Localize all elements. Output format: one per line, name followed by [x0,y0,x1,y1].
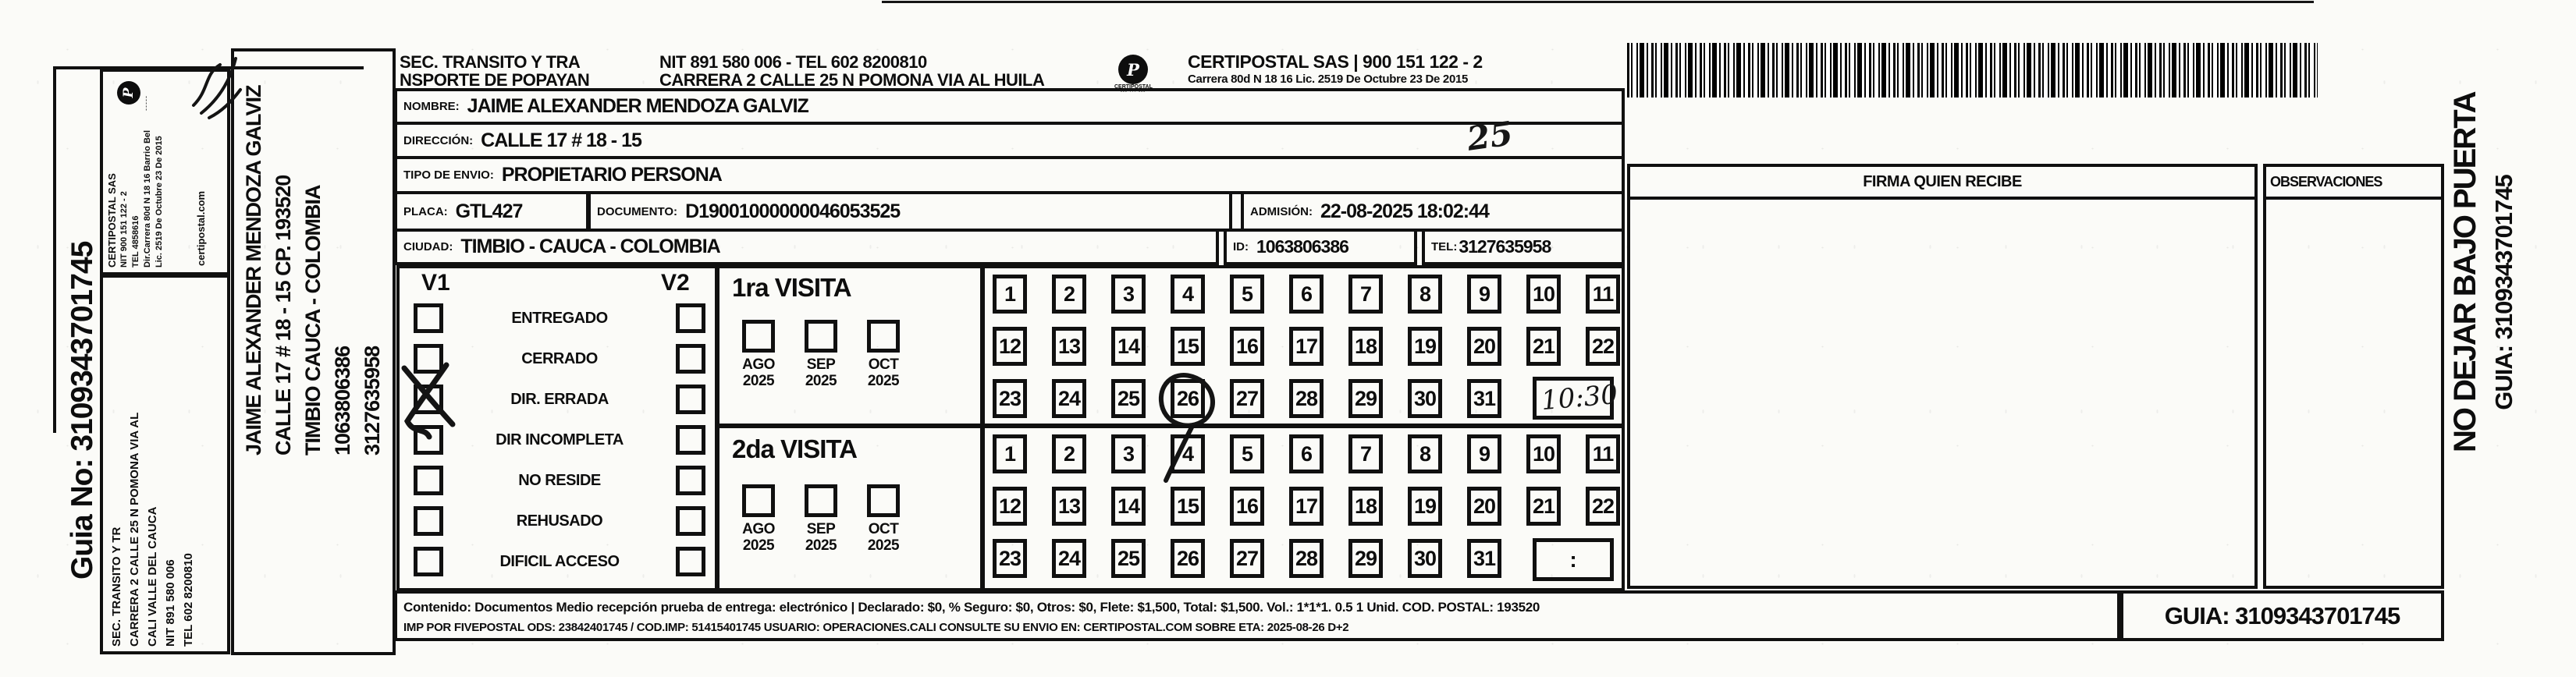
month-column [727,484,790,554]
ciudad-label: CIUDAD: [403,240,453,253]
day-number: 8 [1419,282,1431,306]
placa-value: GTL427 [455,200,523,222]
placa-label: PLACA: [403,204,448,218]
certipostal-info-line4: Dir.Carrera 80d N 18 16 Barrio Bel [143,129,152,268]
month-year: 2025 [805,537,837,554]
tipo-envio-value: PROPIETARIO PERSONA [501,164,722,186]
day-cell [1467,379,1501,418]
day-number: 28 [1295,546,1318,570]
v1-checkbox [414,547,443,576]
day-cell [1289,379,1324,418]
day-number: 9 [1478,441,1491,466]
day-number: 31 [1473,386,1496,410]
month-label [742,356,775,389]
observaciones-header-label: OBSERVACIONES [2270,173,2382,190]
guia-footer-box [2120,590,2444,641]
day-cell [1348,379,1383,418]
day-number: 10 [1532,441,1555,466]
day-number: 6 [1300,441,1313,466]
day-number: 6 [1300,282,1313,306]
recipient-address: CALLE 17 # 18 - 15 CP. 193520 [272,175,295,455]
day-cell [1408,434,1442,473]
day-number: 25 [1117,546,1140,570]
day-cell [1526,275,1561,314]
guia-right-margin-text: GUIA: 3109343701745 [2490,175,2517,410]
day-cell [1171,434,1205,473]
day-number: 26 [1176,546,1199,570]
day-cell [1111,487,1146,526]
day-cell [1348,539,1383,578]
v2-checkbox [676,506,705,536]
day-number: 5 [1241,282,1253,306]
month-checkbox [867,484,900,517]
day-cell [993,379,1027,418]
day-number: 19 [1413,334,1437,358]
recipient-id: 1063806386 [331,346,354,455]
tel-cell [1422,229,1625,265]
status-option-row [414,463,705,498]
v2-checkbox [676,466,705,495]
day-cell [1111,434,1146,473]
day-cell [1348,434,1383,473]
sender-line3: CALI VALLE DEL CAUCA [146,506,159,647]
status-option-label: DIR INCOMPLETA [496,431,624,448]
day-cell [1052,327,1086,366]
day-number: 17 [1295,334,1318,358]
sender-line2: CARRERA 2 CALLE 25 N POMONA VIA AL [128,412,141,647]
day-number: 4 [1181,282,1194,306]
day-number: 27 [1235,546,1259,570]
month-label [742,521,775,554]
tel-label: TEL: [1431,240,1458,253]
day-cell [1289,539,1324,578]
day-number: 23 [998,546,1022,570]
admision-label: ADMISIÓN: [1250,204,1313,218]
day-number: 26 [1176,386,1199,410]
firma-header-label: FIRMA QUIEN RECIBE [1863,172,2022,190]
v2-checkbox [676,344,705,374]
top-edge-line [882,1,2314,3]
month-column [790,320,852,389]
id-label: ID: [1233,240,1249,253]
guia-footer-text: GUIA: 3109343701745 [2164,601,2400,629]
day-number: 2 [1063,441,1075,466]
day-cell [1408,275,1442,314]
day-cell [1171,539,1205,578]
contenido-line2: IMP POR FIVEPOSTAL ODS: 23842401745 / COD.IMP: 51415401745 USUARIO: OPERACIONES.CALI CONSULTE SU ENVIO EN: CERTIPOSTAL.COM SOBRE ETA: 2025-08-26 D+2 [403,621,1349,634]
v2-checkbox [676,303,705,333]
day-number: 11 [1592,441,1614,466]
v2-checkbox [676,385,705,414]
v1-checkbox [414,506,443,536]
month-name: AGO [742,521,775,537]
day-number: 23 [998,386,1022,410]
month-year: 2025 [742,537,775,554]
month-year: 2025 [867,537,900,554]
placa-cell [394,191,589,232]
day-cell [1230,379,1264,418]
day-cell [1230,434,1264,473]
day-cell [1408,539,1442,578]
documento-value: D19001000000046053525 [685,200,901,222]
sender-box [100,275,230,654]
month-column [790,484,852,554]
day-number: 22 [1591,334,1615,358]
v1-checkbox [414,466,443,495]
day-cell [993,434,1027,473]
day-number: 19 [1413,494,1437,518]
day-cell [1289,275,1324,314]
day-cell [1348,327,1383,366]
no-dejar-warning-text: NO DEJAR BAJO PUERTA [2448,92,2482,452]
no-dejar-warning [2447,92,2485,452]
day-number: 18 [1354,494,1377,518]
day-number: 8 [1419,441,1431,466]
day-cell [1586,327,1620,366]
status-option-label: NO RESIDE [518,471,601,489]
day-number: 20 [1473,494,1496,518]
handwritten-x-mark [395,359,465,446]
day-number: 30 [1413,386,1437,410]
header-entity [400,53,589,89]
day-cell [1052,379,1086,418]
observaciones-box [2263,164,2444,589]
day-number: 3 [1122,282,1135,306]
v2-header: V2 [661,270,690,296]
day-number: 24 [1057,546,1081,570]
header-entity-line1: SEC. TRANSITO Y TRA [400,52,581,72]
status-option-label: DIR. ERRADA [510,390,609,408]
first-visit-months [727,320,915,389]
day-cell [1289,327,1324,366]
day-cell [1467,434,1501,473]
month-label [805,356,837,389]
tipo-envio-label: TIPO DE ENVIO: [403,168,494,182]
day-cell [1052,434,1086,473]
second-visit-months [727,484,915,554]
first-visit-panel [716,265,983,427]
id-cell [1224,229,1417,265]
contenido-line1: Contenido: Documentos Medio recepción prueba de entrega: electrónico | Declarado: $0, % Seguro: $0, Otros: $0, Flete: $1,500, Total: $1,500. Vol.: 1*1*1. 0.5 1 Unid. COD. POSTAL: 193520 [403,600,1540,615]
day-number: 15 [1176,334,1199,358]
month-year: 2025 [867,373,900,389]
recipient-phone: 3127635958 [361,346,384,455]
day-number: 24 [1057,386,1081,410]
day-number: 29 [1354,546,1377,570]
v1-header: V1 [421,270,450,296]
month-column [852,320,915,389]
month-checkbox [742,320,775,353]
day-number: 14 [1117,334,1140,358]
recipient-box [231,48,396,655]
firma-box [1627,164,2258,589]
day-cell [993,487,1027,526]
certipostal-info-line2: NIT 900 151 122 - 2 [119,191,129,268]
id-value: 1063806386 [1256,236,1348,257]
header-nit-tel: NIT 891 580 006 - TEL 602 8200810 [659,52,927,72]
header-entity-line2: NSPORTE DE POPAYAN [400,70,590,90]
day-cell [1467,275,1501,314]
month-checkbox [805,484,837,517]
day-number: 7 [1359,282,1372,306]
day-number: 28 [1295,386,1318,410]
day-number: 25 [1117,386,1140,410]
nombre-value: JAIME ALEXANDER MENDOZA GALVIZ [467,95,808,117]
direccion-label: DIRECCIÓN: [403,133,474,147]
sender-line1: SEC. TRANSITO Y TR [110,526,123,647]
day-cell [993,539,1027,578]
day-cell [1467,487,1501,526]
v1-checkbox [414,303,443,333]
day-number: 21 [1532,494,1555,518]
day-cell [1289,434,1324,473]
day-number: 31 [1473,546,1496,570]
month-checkbox [742,484,775,517]
month-label [805,521,837,554]
day-cell [1408,487,1442,526]
contenido-box [394,590,2120,641]
day-cell [1586,275,1620,314]
certipostal-logo-small-letter: P [121,87,137,98]
certipostal-logo-caption: CERTIPOSTAL [1114,84,1153,90]
day-cell [1348,487,1383,526]
day-number: 15 [1176,494,1199,518]
day-number: 13 [1057,494,1081,518]
nombre-label: NOMBRE: [403,100,460,113]
header-company-sub: Carrera 80d N 18 16 Lic. 2519 De Octubre 23 De 2015 [1188,73,1469,86]
day-cell [1230,327,1264,366]
status-option-label: REHUSADO [516,512,603,530]
header-company [1188,51,1483,87]
month-name: SEP [806,356,836,373]
handwritten-direccion-note: 25 [1464,114,1515,158]
month-name: AGO [742,356,775,373]
day-cell [1111,539,1146,578]
day-number: 1 [1004,441,1016,466]
day-number: 14 [1117,494,1140,518]
day-number: 16 [1235,334,1259,358]
certipostal-logo-small [117,81,140,105]
admision-cell [1241,191,1625,232]
day-cell [1289,487,1324,526]
guia-number-left-text: Guia No: 3109343701745 [66,241,99,580]
day-number: 1 [1004,282,1016,306]
documento-cell [588,191,1232,232]
day-cell [1052,487,1086,526]
day-cell [993,275,1027,314]
day-number: 21 [1532,334,1555,358]
day-cell [1408,379,1442,418]
month-column [852,484,915,554]
day-cell [1526,487,1561,526]
month-year: 2025 [742,373,775,389]
day-cell [1526,434,1561,473]
month-checkbox [805,320,837,353]
status-option-row [414,301,705,335]
tipo-envio-row [394,156,1625,194]
day-cell [1171,487,1205,526]
header-company-name: CERTIPOSTAL SAS | 900 151 122 - 2 [1188,51,1483,72]
certipostal-logo-small-dashes: ----- [142,95,150,111]
day-cell [1230,539,1264,578]
guia-number-left [64,154,103,580]
v2-checkbox [676,425,705,455]
v2-checkbox [676,547,705,576]
day-number: 17 [1295,494,1318,518]
certipostal-info-line5: Lic. 2519 De Octubre 23 De 2015 [155,136,164,268]
day-number: 3 [1122,441,1135,466]
sender-line5: TEL 602 8200810 [182,553,195,647]
first-visit-time-cell [1533,377,1619,420]
certipostal-logo-dashes: --- ··· --- [1120,90,1146,94]
day-cell [1586,434,1620,473]
second-visit-panel [716,425,983,591]
guia-right-margin [2489,129,2521,456]
day-cell [993,327,1027,366]
barcode [1627,43,2318,97]
header-address: CARRERA 2 CALLE 25 N POMONA VIA AL HUILA [659,70,1045,90]
certipostal-website: certipostal.com [195,190,207,266]
status-option-label: CERRADO [521,349,598,367]
day-number: 10 [1532,282,1555,306]
nombre-row [394,88,1625,125]
ciudad-value: TIMBIO - CAUCA - COLOMBIA [460,236,720,257]
day-number: 30 [1413,546,1437,570]
day-number: 16 [1235,494,1259,518]
direccion-row [394,122,1625,159]
day-cell [1171,275,1205,314]
status-option-label: DIFICIL ACCESO [499,552,620,570]
header-contact [659,53,1044,89]
certipostal-logo-circle [1118,55,1148,84]
tel-value: 3127635958 [1459,236,1551,257]
direccion-value: CALLE 17 # 18 - 15 [481,129,641,151]
firma-header-cell [1630,167,2254,200]
time-colon-placeholder: : [1569,547,1577,572]
certipostal-info-line3: TEL 4858616 [131,215,140,268]
sticker-edge-vertical [53,66,56,433]
day-number: 27 [1235,386,1259,410]
day-cell [1052,539,1086,578]
first-visit-title: 1ra VISITA [732,273,851,302]
day-number: 18 [1354,334,1377,358]
status-option-label: ENTREGADO [511,309,608,327]
day-number: 4 [1181,441,1194,466]
day-cell [1526,327,1561,366]
day-number: 20 [1473,334,1496,358]
month-name: SEP [806,521,836,537]
observaciones-header-cell [2266,167,2441,200]
day-cell [1052,275,1086,314]
day-number: 12 [998,494,1022,518]
day-number: 13 [1057,334,1081,358]
month-label [868,356,899,389]
month-name: OCT [868,521,899,537]
day-number: 22 [1591,494,1615,518]
ciudad-cell [394,229,1219,265]
day-cell [1111,275,1146,314]
day-cell [1230,275,1264,314]
day-number: 2 [1063,282,1075,306]
month-year: 2025 [805,373,837,389]
month-checkbox [867,320,900,353]
day-number: 7 [1359,441,1372,466]
day-cell [1467,539,1501,578]
month-label [868,521,899,554]
day-number: 29 [1354,386,1377,410]
pencil-scribble-mark [186,43,248,121]
day-number: 9 [1478,282,1491,306]
day-cell [1408,327,1442,366]
admision-value: 22-08-2025 18:02:44 [1320,200,1489,222]
day-cell [1230,487,1264,526]
status-option-row [414,504,705,538]
day-cell [1467,327,1501,366]
second-visit-title: 2da VISITA [732,434,857,463]
recipient-city: TIMBIO CAUCA - COLOMBIA [301,185,325,455]
status-option-row [414,544,705,579]
second-visit-time-cell [1533,538,1614,581]
sender-line4: NIT 891 580 006 [164,559,177,647]
documento-label: DOCUMENTO: [597,204,678,218]
day-number: 12 [998,334,1022,358]
certipostal-logo-letter: P [1127,59,1139,80]
day-cell [1348,275,1383,314]
day-cell [1586,487,1620,526]
handwritten-time: 10:30 [1540,378,1619,417]
recipient-name: JAIME ALEXANDER MENDOZA GALVIZ [242,85,265,455]
day-number: 11 [1592,282,1614,306]
day-number: 5 [1241,441,1253,466]
certipostal-info-line1: CERTIPOSTAL SAS [106,173,118,268]
month-column [727,320,790,389]
month-name: OCT [868,356,899,373]
